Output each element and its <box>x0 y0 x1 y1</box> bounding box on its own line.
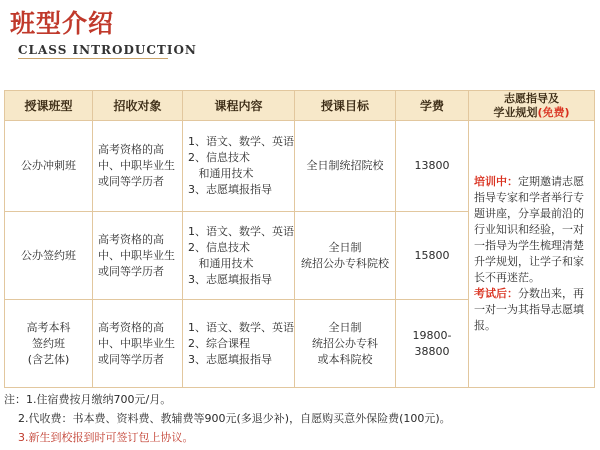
course-item: 3、志愿填报指导 <box>188 352 272 366</box>
course-item: 1、语文、数学、英语 <box>188 135 294 148</box>
goal-line: 全日制 <box>328 240 362 254</box>
header-guidance-line2: 学业规划 <box>493 105 538 119</box>
tuition-cell: 19800-38800 <box>396 300 469 388</box>
class-table <box>4 90 595 388</box>
course-cell <box>183 121 295 212</box>
goal-cell <box>295 300 396 388</box>
class-type-line: (含艺体) <box>27 352 70 366</box>
goal-line: 统招公办专科 <box>312 336 378 350</box>
class-type-cell <box>5 121 93 212</box>
tuition-cell: 15800 <box>396 212 469 300</box>
course-item: 2、综合课程 <box>188 336 250 350</box>
course-item: 2、信息技术 <box>188 151 250 164</box>
course-item: 1、语文、数学、英语 <box>188 224 294 238</box>
guidance-cell <box>469 121 595 388</box>
goal-line: 全日制 <box>328 320 362 334</box>
page-title: 班型介绍 <box>10 9 115 38</box>
goal-line: 或本科院校 <box>317 352 373 366</box>
header-course-content: 课程内容 <box>183 91 295 121</box>
course-item: 3、志愿填报指导 <box>188 272 272 286</box>
page-header <box>0 0 600 64</box>
class-type-line: 高考本科 <box>26 320 71 334</box>
course-item: 2、信息技术 <box>188 240 250 254</box>
notes-section <box>4 390 594 447</box>
header-guidance <box>469 91 595 121</box>
class-type-cell <box>5 300 93 388</box>
class-type-line: 公办签约班 <box>21 248 76 262</box>
target-cell: 高考资格的高中、中职毕业生或同等学历者 <box>93 121 183 212</box>
class-type-line: 签约班 <box>32 336 65 350</box>
table-header-row <box>5 91 595 121</box>
after-exam-label: 考试后： <box>474 287 518 300</box>
class-type-line: 公办冲刺班 <box>21 159 76 172</box>
course-cell <box>183 300 295 388</box>
page-subtitle: CLASS INTRODUCTION <box>18 43 197 57</box>
course-cell <box>183 212 295 300</box>
goal-cell <box>295 212 396 300</box>
header-guidance-line1: 志愿指导及 <box>504 91 559 105</box>
course-item: 和通用技术 <box>188 167 254 180</box>
class-type-cell <box>5 212 93 300</box>
tuition-cell: 13800 <box>396 121 469 212</box>
note-accommodation: 注：1.住宿费按月缴纳700元/月。 <box>4 393 172 406</box>
training-label: 培训中： <box>474 175 518 188</box>
target-cell: 高考资格的高中、中职毕业生或同等学历者 <box>93 300 183 388</box>
goal-line: 统招公办专科院校 <box>301 256 389 270</box>
after-exam-text: 分数出来，再一对一为其指导志愿填报。 <box>474 287 584 332</box>
target-cell: 高考资格的高中、中职毕业生或同等学历者 <box>93 212 183 300</box>
table-row <box>5 121 595 212</box>
header-teaching-goal: 授课目标 <box>295 91 396 121</box>
training-text: 定期邀请志愿指导专家和学者举行专题讲座，分享最前沿的行业知识和经验，一对一指导为学生梳理清楚升学规划，让学子和家长不再迷茫。 <box>474 175 584 284</box>
free-badge: (免费) <box>537 105 570 119</box>
course-item: 和通用技术 <box>188 256 254 270</box>
note-collected-fees: 2.代收费：书本费、资料费、教辅费等900元(多退少补)，自愿购买意外保险费(100元)。 <box>18 412 451 425</box>
course-item: 3、志愿填报指导 <box>188 183 272 196</box>
goal-cell <box>295 121 396 212</box>
goal-line: 全日制统招院校 <box>306 159 384 172</box>
title-divider <box>18 58 168 59</box>
header-tuition: 学费 <box>396 91 469 121</box>
header-enrollment-target: 招收对象 <box>93 91 183 121</box>
header-class-type: 授课班型 <box>5 91 93 121</box>
note-agreement: 3.新生到校报到时可签订包上协议。 <box>18 431 194 444</box>
course-item: 1、语文、数学、英语 <box>188 320 294 334</box>
